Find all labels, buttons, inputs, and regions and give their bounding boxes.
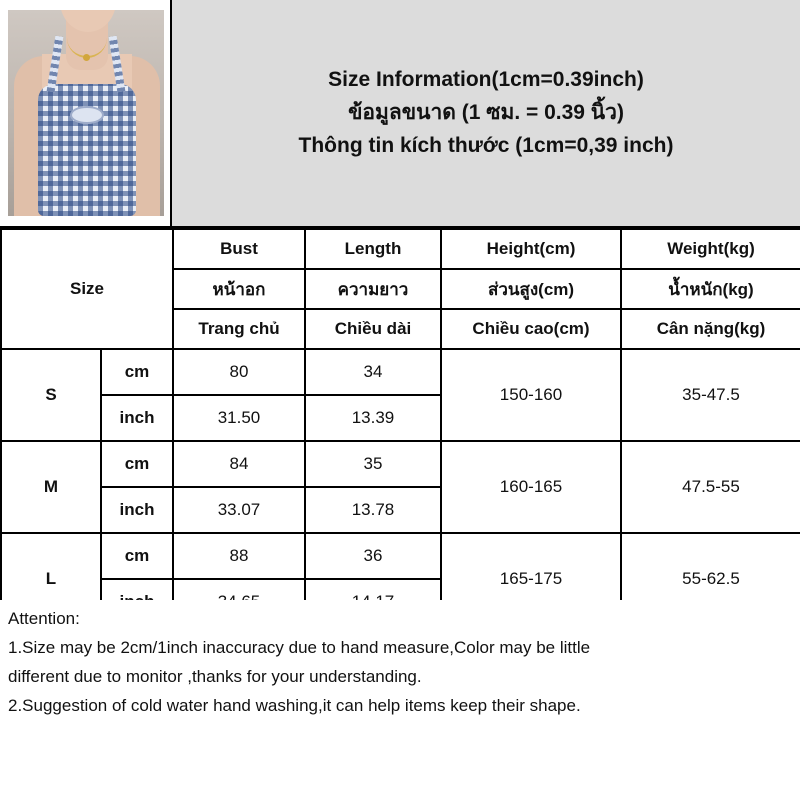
attention-block <box>0 600 800 800</box>
title-line-en: Size Information(1cm=0.39inch) <box>328 67 644 91</box>
col-header-weight-vi: Cân nặng(kg) <box>621 309 800 349</box>
unit-cm-m: cm <box>101 441 173 487</box>
title-line-vi: Thông tin kích thước (1cm=0,39 inch) <box>298 134 674 158</box>
length-inch-m: 13.78 <box>305 487 441 533</box>
unit-inch-m: inch <box>101 487 173 533</box>
weight-s: 35-47.5 <box>621 349 800 441</box>
attention-line-3: 2.Suggestion of cold water hand washing,it can help items keep their shape. <box>8 695 581 715</box>
length-cm-m: 35 <box>305 441 441 487</box>
col-header-weight-en: Weight(kg) <box>621 229 800 269</box>
unit-inch-s: inch <box>101 395 173 441</box>
bust-cm-s: 80 <box>173 349 305 395</box>
size-header-cell: Size <box>1 229 173 349</box>
attention-line-1: 1.Size may be 2cm/1inch inaccuracy due to hand measure,Color may be little <box>8 637 591 657</box>
size-table <box>0 228 800 626</box>
height-l: 165-175 <box>441 533 621 625</box>
model-photo <box>8 10 164 216</box>
table-row <box>1 349 800 395</box>
header-band <box>0 0 800 228</box>
col-header-weight-th: น้ำหนัก(kg) <box>621 269 800 309</box>
table-header-row-en <box>1 229 800 269</box>
col-header-bust-th: หน้าอก <box>173 269 305 309</box>
row-size-l: L <box>1 533 101 625</box>
table-row <box>1 441 800 487</box>
necklace-pendant-icon <box>83 54 90 61</box>
attention-heading: Attention: <box>8 609 80 628</box>
bust-cm-m: 84 <box>173 441 305 487</box>
col-header-height-th: ส่วนสูง(cm) <box>441 269 621 309</box>
table-row <box>1 533 800 579</box>
title-block <box>172 0 800 226</box>
col-header-bust-en: Bust <box>173 229 305 269</box>
bust-cm-l: 88 <box>173 533 305 579</box>
weight-m: 47.5-55 <box>621 441 800 533</box>
attention-line-2: different due to monitor ,thanks for your understanding. <box>8 666 422 686</box>
camisole-knot <box>70 106 104 124</box>
height-m: 160-165 <box>441 441 621 533</box>
length-inch-s: 13.39 <box>305 395 441 441</box>
length-cm-l: 36 <box>305 533 441 579</box>
col-header-length-th: ความยาว <box>305 269 441 309</box>
col-header-bust-vi: Trang chủ <box>173 309 305 349</box>
height-s: 150-160 <box>441 349 621 441</box>
row-size-m: M <box>1 441 101 533</box>
gingham-camisole <box>38 84 136 216</box>
col-header-height-en: Height(cm) <box>441 229 621 269</box>
weight-l: 55-62.5 <box>621 533 800 625</box>
col-header-height-vi: Chiều cao(cm) <box>441 309 621 349</box>
col-header-length-en: Length <box>305 229 441 269</box>
product-photo-cell <box>0 0 172 226</box>
unit-cm-s: cm <box>101 349 173 395</box>
title-line-th: ข้อมูลขนาด (1 ซม. = 0.39 นิ้ว) <box>348 100 624 124</box>
length-cm-s: 34 <box>305 349 441 395</box>
row-size-s: S <box>1 349 101 441</box>
bust-inch-s: 31.50 <box>173 395 305 441</box>
unit-cm-l: cm <box>101 533 173 579</box>
col-header-length-vi: Chiều dài <box>305 309 441 349</box>
bust-inch-m: 33.07 <box>173 487 305 533</box>
